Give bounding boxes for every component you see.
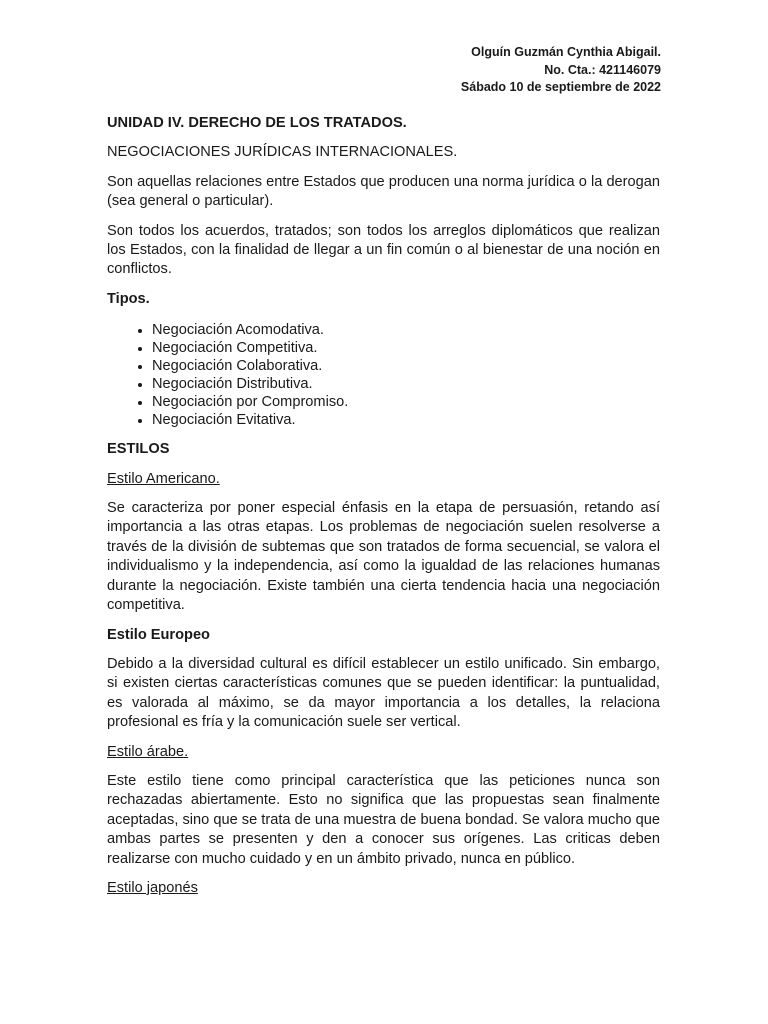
list-item: • Negociación por Compromiso. [152, 393, 660, 411]
list-item: • Negociación Evitativa. [152, 411, 660, 429]
account-number: No. Cta.: 421146079 [544, 62, 661, 77]
paragraph-definition-1: Son aquellas relaciones entre Estados que producen una norma jurídica o la derogan (sea general o particular). [107, 173, 660, 210]
americano-paragraph: Se caracteriza por poner especial énfasis en la etapa de persuasión, retando así importancia a las otras etapas. Los problemas de negociación suelen resolverse a través de la división de subtemas que son tratados de forma secuencial, se valora el individualismo y la independencia, así como la igualdad de las relaciones humanas durante la negociación. Existe también una cierta tendencia hacia una negociación competitiva. [107, 500, 660, 614]
list-item: • Negociación Distributiva. [152, 375, 660, 393]
tipos-heading: Tipos. [107, 290, 150, 307]
estilos-heading: ESTILOS [107, 441, 170, 458]
japones-heading: Estilo japonés [107, 879, 198, 896]
paragraph-definition-2: Son todos los acuerdos, tratados; son todos los arreglos diplomáticos que realizan los Estados, con la finalidad de llegar a un fin común o al bienestar de una noción en conflictos. [107, 222, 660, 278]
unit-title: UNIDAD IV. DERECHO DE LOS TRATADOS. [107, 115, 407, 131]
europeo-paragraph: Debido a la diversidad cultural es difícil establecer un estilo unificado. Sin embargo, si existen ciertas características comunes que se pueden identificar: la puntualidad, es valorada al máximo, se da mayor importancia a los detalles, la relaciona profesional es fría y la comunicación suele ser vertical. [107, 655, 660, 731]
document-date: Sábado 10 de septiembre de 2022 [460, 80, 661, 94]
author-header [461, 44, 661, 97]
americano-heading: Estilo Americano. [107, 470, 220, 487]
arabe-paragraph: Este estilo tiene como principal característica que las peticiones nunca son rechazadas abiertamente. Esto no significa que las propuestas sean finalmente aceptadas, sino que se trata de una muestra de buena bondad. Se valora mucho que ambas partes se presenten y den a conocer sus orígenes. Las criticas deben realizarse con mucho cuidado y en un ámbito privado, nunca en público. [107, 772, 660, 867]
europeo-heading: Estilo Europeo [107, 626, 210, 643]
list-item: • Negociación Competitiva. [152, 339, 660, 357]
arabe-heading: Estilo árabe. [107, 743, 189, 760]
list-item: • Negociación Acomodativa. [152, 321, 660, 339]
document-body [107, 114, 660, 898]
list-item: • Negociación Colaborativa. [152, 357, 660, 375]
tipos-list [107, 321, 660, 429]
section-subtitle: NEGOCIACIONES JURÍDICAS INTERNACIONALES. [107, 144, 458, 161]
author-name: Olguín Guzmán Cynthia Abigail. [471, 45, 661, 59]
